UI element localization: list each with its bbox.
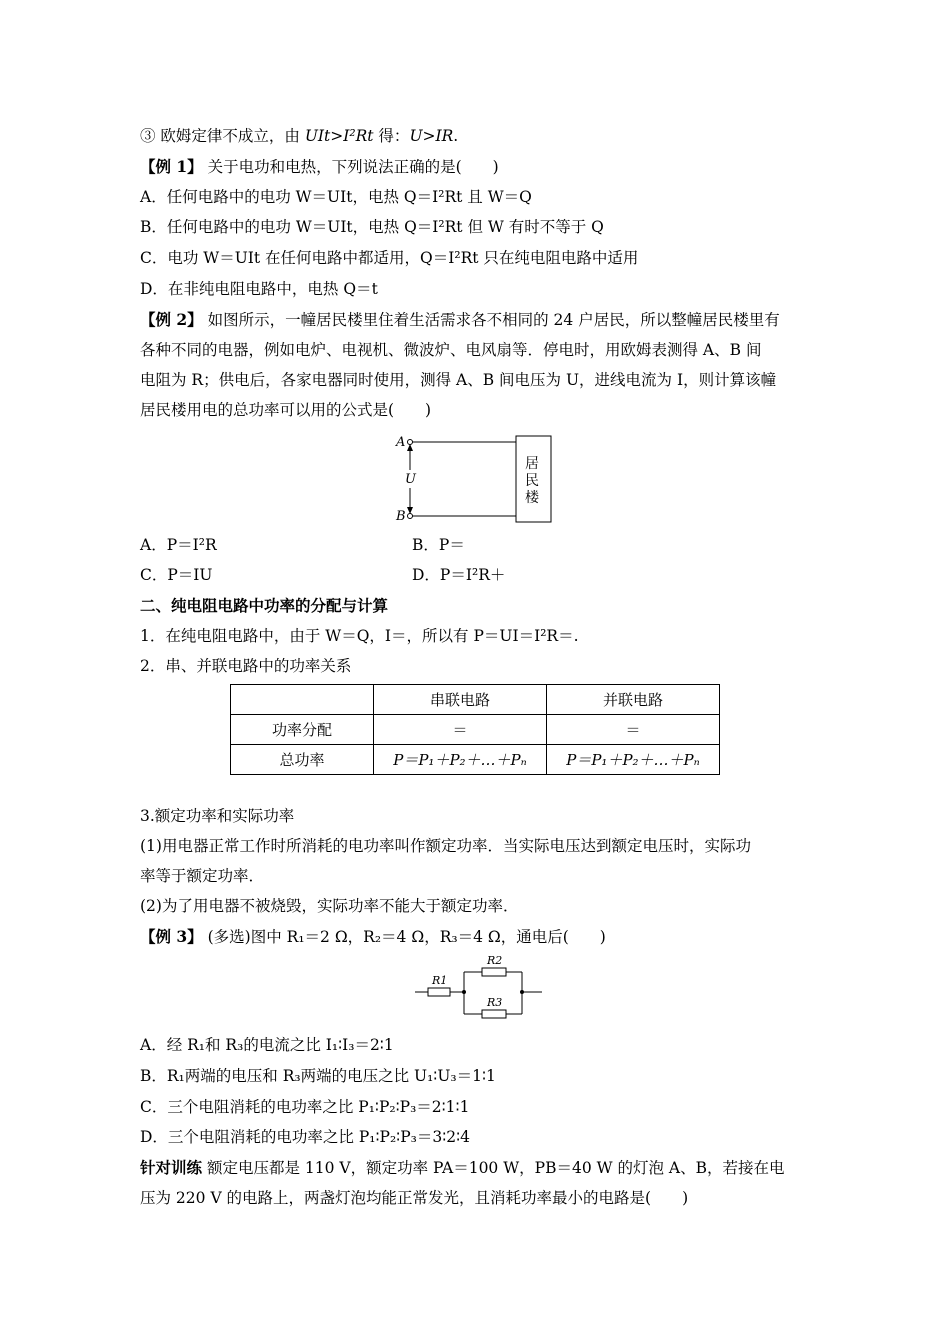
table-header-row — [231, 685, 720, 715]
example-3-option-d: D．三个电阻消耗的电功率之比 P₁∶P₂∶P₃＝3∶2∶4 — [140, 1128, 471, 1146]
example-3-option-b: B．R₁两端的电压和 R₃两端的电压之比 U₁∶U₃＝1∶1 — [140, 1067, 496, 1085]
ohm-prefix: ③ 欧姆定律不成立，由 — [140, 127, 305, 145]
example-3-option-c: C．三个电阻消耗的电功率之比 P₁∶P₂∶P₃＝2∶1∶1 — [140, 1098, 470, 1116]
training-text-1: 额定电压都是 110 V，额定功率 PA＝100 W，PB＝40 W 的灯泡 A、B，若接在电 — [206, 1159, 785, 1177]
terminal-a — [408, 440, 413, 445]
table-header-cell: 并联电路 — [547, 685, 720, 715]
example-3-question: (多选)图中 R₁＝2 Ω，R₂＝4 Ω，R₃＝4 Ω，通电后( ) — [207, 928, 606, 946]
label-r2: R2 — [487, 954, 503, 967]
section-2-point-2: 2．串、并联电路中的功率关系 — [140, 657, 352, 675]
label-u: U — [405, 472, 416, 487]
arrow-down-icon — [407, 507, 413, 514]
ohm-result: U>IR — [409, 127, 454, 145]
table-cell: ＝ — [374, 715, 547, 745]
training-line-2: 压为 220 V 的电路上，两盏灯泡均能正常发光，且消耗功率最小的电路是( ) — [140, 1189, 689, 1207]
label-r3: R3 — [487, 996, 503, 1009]
table-cell: P＝P₁＋P₂＋…＋Pₙ — [374, 745, 547, 775]
section-3-point-2: (2)为了用电器不被烧毁，实际功率不能大于额定功率． — [140, 897, 519, 915]
example-1-option-c: C．电功 W＝UIt 在任何电路中都适用，Q＝I²Rt 只在纯电阻电路中适用 — [140, 249, 639, 267]
table-row — [231, 745, 720, 775]
section-3-title: 3.额定功率和实际功率 — [140, 807, 295, 825]
terminal-b — [408, 514, 413, 519]
table-cell: P＝P₁＋P₂＋…＋Pₙ — [547, 745, 720, 775]
example-2-option-d: D．P＝I²R＋ — [412, 566, 506, 584]
training-tag: 针对训练 — [140, 1158, 203, 1177]
label-b: B — [396, 509, 406, 524]
example-2-option-a: A．P＝I²R — [140, 536, 217, 554]
example-1-option-a: A．任何电路中的电功 W＝UIt，电热 Q＝I²Rt 且 W＝Q — [140, 188, 532, 206]
example-2-line-4: 居民楼用电的总功率可以用的公式是( ) — [140, 401, 432, 419]
training-line-1 — [140, 1158, 820, 1178]
ohm-mid: 得： — [373, 127, 410, 145]
arrow-up-icon — [407, 444, 413, 451]
resistor-r3 — [482, 1010, 506, 1018]
example-3-tag: 【例 3】 — [140, 927, 203, 946]
example-1-question: 关于电功和电热，下列说法正确的是( ) — [207, 158, 499, 176]
example-2-line-1 — [140, 310, 820, 330]
section-2-point-1: 1．在纯电阻电路中，由于 W＝Q，I＝，所以有 P＝UI＝I²R＝. — [140, 627, 579, 645]
table-header-cell: 串联电路 — [374, 685, 547, 715]
example-2-line-2: 各种不同的电器，例如电炉、电视机、微波炉、电风扇等．停电时，用欧姆表测得 A、B 间 — [140, 341, 762, 359]
example-2-text-1: 如图所示，一幢居民楼里住着生活需求各不相同的 24 户居民，所以整幢居民楼里有 — [207, 311, 780, 329]
building-char-1: 居 — [525, 456, 539, 472]
example-1-stem — [140, 157, 820, 177]
table-header-cell — [231, 685, 374, 715]
example-3-option-a: A．经 R₁和 R₃的电流之比 I₁∶I₃＝2∶1 — [140, 1036, 394, 1054]
resistor-circuit-diagram — [410, 950, 550, 1020]
label-a: A — [396, 435, 406, 450]
table-cell: 总功率 — [231, 745, 374, 775]
ohm-formula: UIt>I²Rt — [304, 127, 374, 145]
table-cell: 功率分配 — [231, 715, 374, 745]
example-1-option-d: D．在非纯电阻电路中，电热 Q＝t — [140, 280, 378, 298]
building-char-2: 民 — [525, 473, 539, 489]
resistor-r1 — [428, 988, 450, 996]
example-1-option-b: B．任何电路中的电功 W＝UIt，电热 Q＝I²Rt 但 W 有时不等于 Q — [140, 218, 604, 236]
section-3-point-1a: (1)用电器正常工作时所消耗的电功率叫作额定功率．当实际电压达到额定电压时，实际功 — [140, 837, 751, 855]
example-3-stem — [140, 927, 820, 947]
resistor-r2 — [482, 968, 506, 976]
table-cell: ＝ — [547, 715, 720, 745]
example-2-line-3: 电阻为 R；供电后，各家电器同时使用，测得 A、B 间电压为 U，进线电流为 I，则计算该幢 — [140, 371, 777, 389]
label-r1: R1 — [432, 974, 448, 987]
section-2-title: 二、纯电阻电路中功率的分配与计算 — [140, 596, 389, 615]
section-3-point-1b: 率等于额定功率． — [140, 867, 265, 885]
building-circuit-diagram — [390, 428, 560, 528]
ohm-end: . — [453, 127, 459, 145]
example-2-option-b: B．P＝ — [412, 536, 465, 554]
table-row — [231, 715, 720, 745]
example-1-tag: 【例 1】 — [140, 157, 203, 176]
ohm-law-line — [140, 126, 820, 146]
power-relation-table — [230, 684, 720, 775]
building-char-3: 楼 — [525, 490, 539, 506]
example-2-tag: 【例 2】 — [140, 310, 203, 329]
example-2-option-c: C．P＝IU — [140, 566, 213, 584]
